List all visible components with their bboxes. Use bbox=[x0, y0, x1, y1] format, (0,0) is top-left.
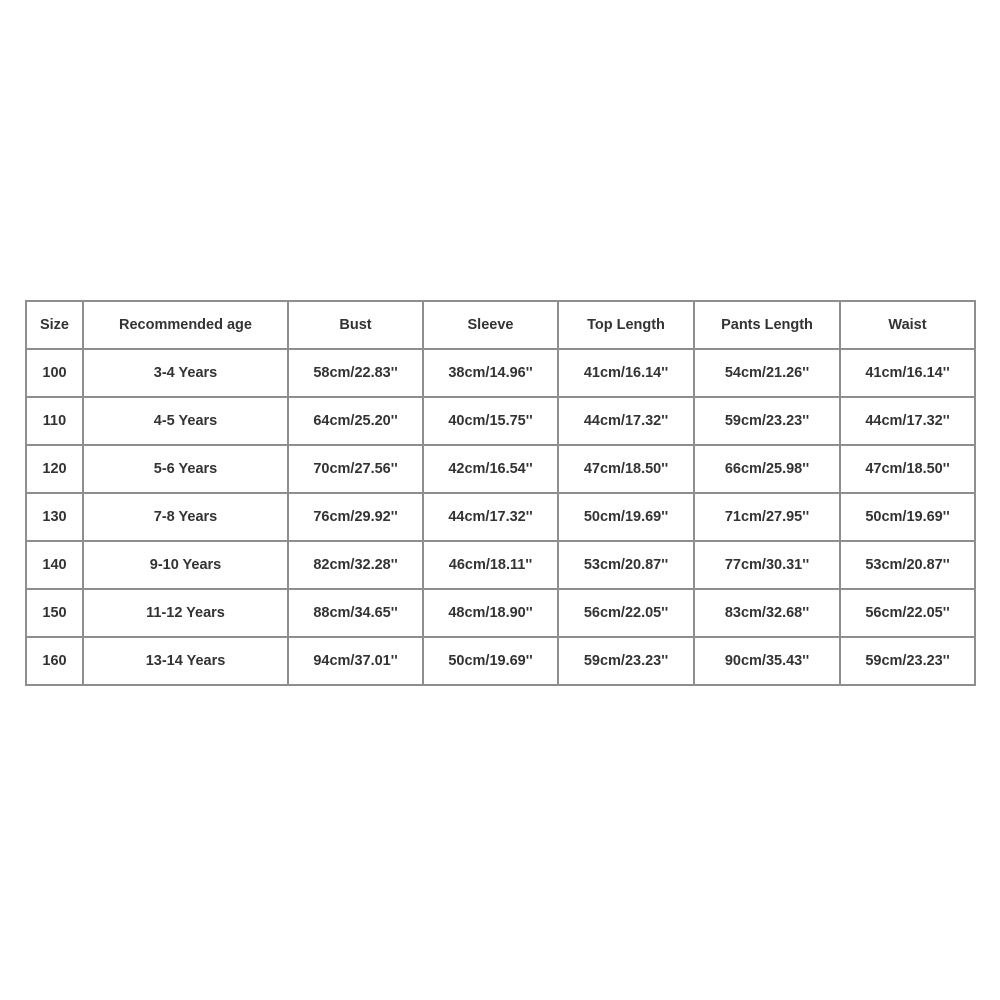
table-row bbox=[26, 589, 975, 637]
cell-recommended-age: 11-12 Years bbox=[83, 589, 288, 637]
cell-recommended-age: 4-5 Years bbox=[83, 397, 288, 445]
cell-top-length: 53cm/20.87'' bbox=[558, 541, 694, 589]
cell-waist: 50cm/19.69'' bbox=[840, 493, 975, 541]
table-row bbox=[26, 397, 975, 445]
cell-waist: 59cm/23.23'' bbox=[840, 637, 975, 685]
cell-pants-length: 54cm/21.26'' bbox=[694, 349, 840, 397]
table-row bbox=[26, 349, 975, 397]
header-size: Size bbox=[26, 301, 83, 349]
cell-sleeve: 46cm/18.11'' bbox=[423, 541, 558, 589]
cell-recommended-age: 9-10 Years bbox=[83, 541, 288, 589]
cell-pants-length: 71cm/27.95'' bbox=[694, 493, 840, 541]
cell-waist: 44cm/17.32'' bbox=[840, 397, 975, 445]
cell-top-length: 59cm/23.23'' bbox=[558, 637, 694, 685]
cell-pants-length: 66cm/25.98'' bbox=[694, 445, 840, 493]
table-row bbox=[26, 637, 975, 685]
cell-bust: 76cm/29.92'' bbox=[288, 493, 423, 541]
cell-sleeve: 48cm/18.90'' bbox=[423, 589, 558, 637]
cell-size: 130 bbox=[26, 493, 83, 541]
table-row bbox=[26, 493, 975, 541]
cell-waist: 41cm/16.14'' bbox=[840, 349, 975, 397]
cell-size: 100 bbox=[26, 349, 83, 397]
cell-size: 140 bbox=[26, 541, 83, 589]
cell-recommended-age: 7-8 Years bbox=[83, 493, 288, 541]
header-pants-length: Pants Length bbox=[694, 301, 840, 349]
cell-recommended-age: 13-14 Years bbox=[83, 637, 288, 685]
header-sleeve: Sleeve bbox=[423, 301, 558, 349]
table-header-row bbox=[26, 301, 975, 349]
cell-bust: 64cm/25.20'' bbox=[288, 397, 423, 445]
cell-size: 150 bbox=[26, 589, 83, 637]
cell-pants-length: 90cm/35.43'' bbox=[694, 637, 840, 685]
cell-size: 120 bbox=[26, 445, 83, 493]
table-row bbox=[26, 541, 975, 589]
cell-size: 110 bbox=[26, 397, 83, 445]
cell-bust: 58cm/22.83'' bbox=[288, 349, 423, 397]
header-recommended-age: Recommended age bbox=[83, 301, 288, 349]
cell-top-length: 56cm/22.05'' bbox=[558, 589, 694, 637]
cell-sleeve: 44cm/17.32'' bbox=[423, 493, 558, 541]
cell-bust: 88cm/34.65'' bbox=[288, 589, 423, 637]
cell-sleeve: 40cm/15.75'' bbox=[423, 397, 558, 445]
cell-top-length: 50cm/19.69'' bbox=[558, 493, 694, 541]
cell-waist: 47cm/18.50'' bbox=[840, 445, 975, 493]
cell-recommended-age: 5-6 Years bbox=[83, 445, 288, 493]
cell-waist: 56cm/22.05'' bbox=[840, 589, 975, 637]
cell-waist: 53cm/20.87'' bbox=[840, 541, 975, 589]
cell-pants-length: 77cm/30.31'' bbox=[694, 541, 840, 589]
cell-top-length: 44cm/17.32'' bbox=[558, 397, 694, 445]
cell-top-length: 41cm/16.14'' bbox=[558, 349, 694, 397]
header-waist: Waist bbox=[840, 301, 975, 349]
cell-size: 160 bbox=[26, 637, 83, 685]
cell-sleeve: 50cm/19.69'' bbox=[423, 637, 558, 685]
cell-bust: 82cm/32.28'' bbox=[288, 541, 423, 589]
size-chart-table bbox=[25, 300, 976, 686]
cell-pants-length: 59cm/23.23'' bbox=[694, 397, 840, 445]
cell-recommended-age: 3-4 Years bbox=[83, 349, 288, 397]
cell-bust: 94cm/37.01'' bbox=[288, 637, 423, 685]
header-top-length: Top Length bbox=[558, 301, 694, 349]
cell-sleeve: 38cm/14.96'' bbox=[423, 349, 558, 397]
table-row bbox=[26, 445, 975, 493]
cell-top-length: 47cm/18.50'' bbox=[558, 445, 694, 493]
cell-pants-length: 83cm/32.68'' bbox=[694, 589, 840, 637]
cell-bust: 70cm/27.56'' bbox=[288, 445, 423, 493]
cell-sleeve: 42cm/16.54'' bbox=[423, 445, 558, 493]
header-bust: Bust bbox=[288, 301, 423, 349]
